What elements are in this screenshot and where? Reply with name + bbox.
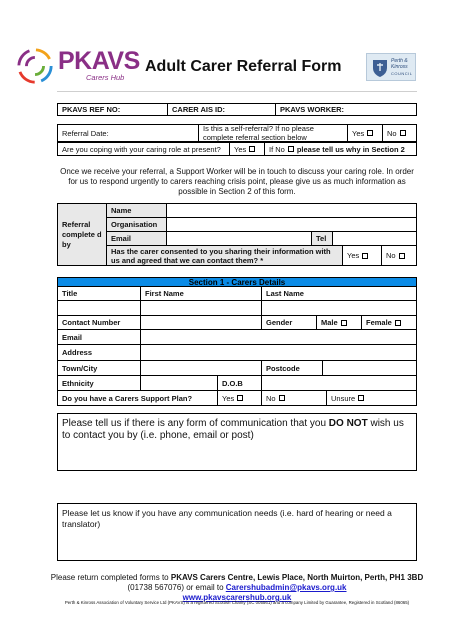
title-input[interactable]: [57, 300, 141, 316]
coping-no-checkbox[interactable]: If No please tell us why in Section 2: [264, 142, 417, 156]
admin-email-link[interactable]: Carershubadmin@pkavs.org.uk: [225, 583, 347, 592]
do-not-contact-textbox[interactable]: Please tell us if there is any form of communication that you DO NOT wish us to contact you by (i.e. phone, email or post): [57, 413, 417, 471]
ethnicity-input[interactable]: [140, 375, 218, 391]
postcode-input[interactable]: [322, 360, 417, 376]
council-crest: [366, 53, 416, 81]
communication-needs-textbox[interactable]: Please let us know if you have any communication needs (i.e. hard of hearing or need a translator): [57, 503, 417, 561]
pkavs-ref-field[interactable]: PKAVS REF NO:: [57, 103, 168, 116]
checkbox-icon: [341, 320, 347, 326]
checkbox-icon: [279, 395, 285, 401]
document-title: Adult Carer Referral Form: [145, 58, 342, 75]
consent-yes-checkbox[interactable]: Yes: [342, 245, 382, 266]
support-plan-unsure-checkbox[interactable]: Unsure: [326, 390, 417, 406]
checkbox-icon: [367, 130, 373, 136]
self-referral-question: Is this a self-referral? If no please complete referral section below: [198, 124, 348, 142]
contact-number-input[interactable]: [140, 315, 262, 330]
self-referral-yes-checkbox[interactable]: Yes: [347, 124, 383, 142]
legal-notice: Perth & Kinross Association of Voluntary Service Ltd (PKAVS) is a registered Scottish Charity (SC 005561) and a company Limited by Guarantee, Registered in Scotland (86065): [64, 600, 410, 605]
pkavs-swirl-logo-icon: [16, 47, 54, 85]
coping-yes-checkbox[interactable]: Yes: [229, 142, 265, 156]
town-city-input[interactable]: [140, 360, 262, 376]
postcode-label: Postcode: [261, 360, 323, 376]
email-input[interactable]: [140, 329, 417, 345]
checkbox-icon: [400, 130, 406, 136]
support-plan-question: Do you have a Carers Support Plan?: [57, 390, 218, 406]
page-header: [0, 0, 474, 92]
crest-text: Perth & Kinross: [391, 58, 408, 70]
website-link[interactable]: www.pkavscarershub.org.uk: [182, 593, 292, 602]
gender-female-checkbox[interactable]: Female: [361, 315, 417, 330]
referral-completed-by-label: Referral complete d by: [57, 203, 107, 266]
title-label: Title: [57, 286, 141, 301]
self-referral-no-checkbox[interactable]: No: [382, 124, 417, 142]
logo-subtitle: Carers Hub: [86, 73, 125, 82]
referrer-email-label: Email: [106, 231, 167, 246]
checkbox-icon: [399, 253, 405, 259]
address-label: Address: [57, 344, 141, 361]
section-1-heading: Section 1 - Carers Details: [57, 277, 417, 287]
first-name-input[interactable]: [140, 300, 262, 316]
referrer-tel-label: Tel: [311, 231, 333, 246]
coping-question: Are you coping with your caring role at present?: [57, 142, 230, 156]
last-name-label: Last Name: [261, 286, 417, 301]
address-input[interactable]: [140, 344, 417, 361]
checkbox-icon: [395, 320, 401, 326]
crest-subtext: COUNCIL: [391, 71, 413, 76]
town-city-label: Town/City: [57, 360, 141, 376]
crest-shield-icon: [371, 58, 389, 78]
referrer-tel-input[interactable]: [332, 231, 417, 246]
ethnicity-label: Ethnicity: [57, 375, 141, 391]
referrer-organisation-label: Organisation: [106, 217, 167, 232]
checkbox-icon: [249, 146, 255, 152]
checkbox-icon: [237, 395, 243, 401]
checkbox-icon: [362, 253, 368, 259]
pkavs-worker-field[interactable]: PKAVS WORKER:: [275, 103, 417, 116]
referrer-email-input[interactable]: [166, 231, 312, 246]
gender-male-checkbox[interactable]: Male: [316, 315, 362, 330]
referrer-organisation-input[interactable]: [166, 217, 417, 232]
referrer-name-input[interactable]: [166, 203, 417, 218]
dob-input[interactable]: [261, 375, 417, 391]
checkbox-icon: [358, 395, 364, 401]
header-divider: [57, 91, 417, 92]
consent-question: Has the carer consented to you sharing their information with us and agreed that we can contact them? *: [106, 245, 343, 266]
first-name-label: First Name: [140, 286, 262, 301]
intro-paragraph: Once we receive your referral, a Support Worker will be in touch to discuss your caring role. In order for us to respond urgently to carers reaching crisis point, please give us as much information as possible in Section 2 of this form.: [60, 167, 414, 196]
referral-date-field[interactable]: Referral Date:: [57, 124, 199, 142]
gender-label: Gender: [261, 315, 317, 330]
checkbox-icon: [288, 146, 294, 152]
return-instructions: Please return completed forms to PKAVS Carers Centre, Lewis Place, North Muirton, Perth, PH1 3BD (01738 567076) or email to Carershubadmin@pkavs.org.uk www.pkavscarershub.org.uk: [50, 573, 424, 602]
contact-number-label: Contact Number: [57, 315, 141, 330]
support-plan-no-checkbox[interactable]: No: [261, 390, 327, 406]
dob-label: D.O.B: [217, 375, 262, 391]
logo-text: PKAVS: [58, 47, 140, 75]
last-name-input[interactable]: [261, 300, 417, 316]
referrer-name-label: Name: [106, 203, 167, 218]
support-plan-yes-checkbox[interactable]: Yes: [217, 390, 262, 406]
consent-no-checkbox[interactable]: No: [381, 245, 417, 266]
carer-ais-field[interactable]: CARER AIS ID:: [167, 103, 276, 116]
email-label: Email: [57, 329, 141, 345]
